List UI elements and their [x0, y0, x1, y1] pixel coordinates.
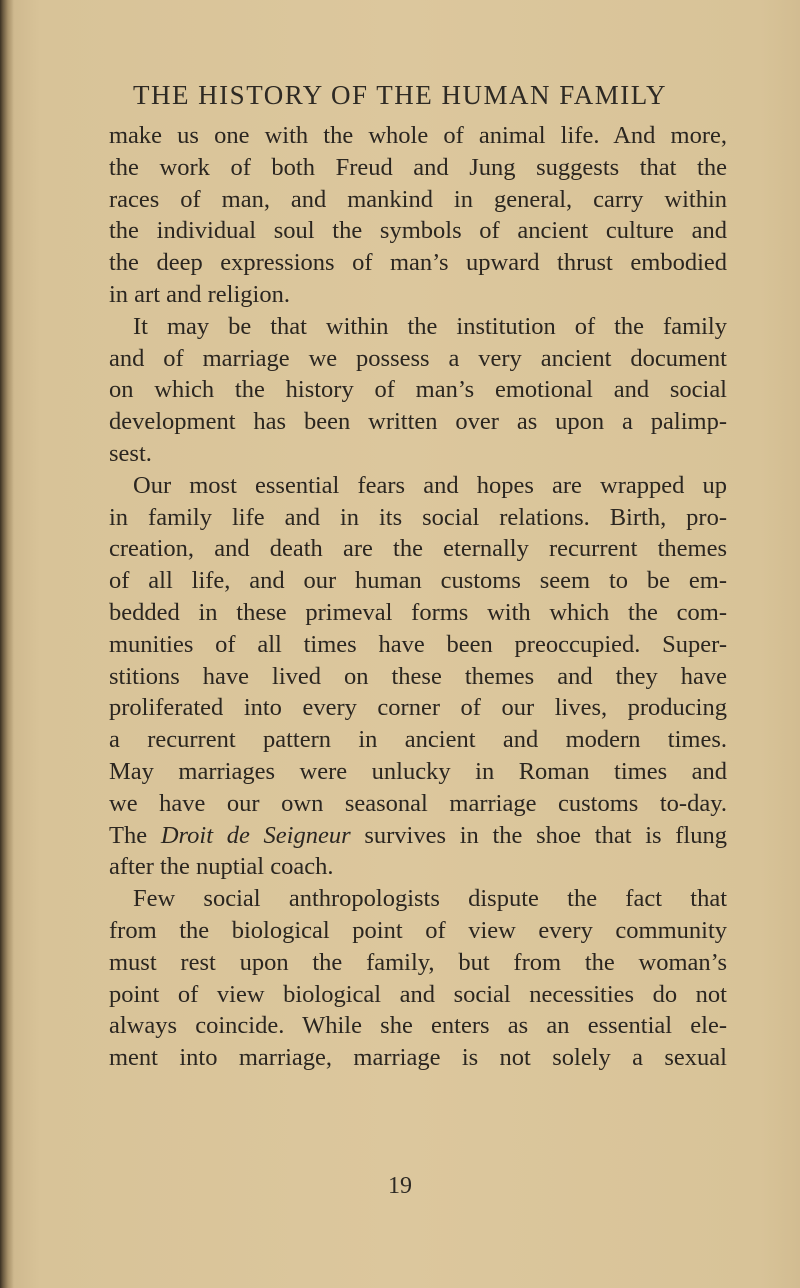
italic-term: Droit de Seigneur: [160, 821, 351, 849]
text-fragment: The: [109, 821, 148, 849]
text-line: bedded in these primeval forms with which the com-: [109, 598, 727, 626]
text-line: creation, and death are the eternally recurrent themes: [109, 535, 727, 563]
text-line: the work of both Freud and Jung suggests that the: [109, 153, 727, 181]
text-line: It may be that within the institution of the family: [133, 312, 727, 340]
text-line: make us one with the whole of animal life. And more,: [109, 122, 727, 149]
text-line: point of view biological and social necessities do not: [109, 980, 727, 1008]
text-line: after the nuptial coach.: [109, 853, 334, 881]
text-line: we have our own seasonal marriage customs to-day.: [109, 789, 727, 817]
text-line: in family life and in its social relations. Birth, pro-: [109, 503, 727, 531]
text-line: must rest upon the family, but from the woman’s: [109, 948, 727, 976]
text-line: proliferated into every corner of our lives, producing: [109, 694, 727, 722]
running-head: THE HISTORY OF THE HUMAN FAMILY: [132, 80, 668, 110]
text-line: munities of all times have been preoccupied. Super-: [109, 630, 727, 658]
text-line: sest.: [109, 439, 152, 467]
text-line: May marriages were unlucky in Roman times and: [109, 757, 727, 785]
text-line: the individual soul the symbols of ancient culture and: [109, 217, 727, 245]
text-line: of all life, and our human customs seem to be em-: [109, 567, 727, 595]
text-fragment: survives in the shoe that is flung: [364, 821, 727, 849]
text-line: a recurrent pattern in ancient and modern times.: [109, 726, 727, 754]
text-line: ment into marriage, marriage is not solely a sexual: [109, 1044, 727, 1072]
text-line-with-italic: [109, 820, 727, 852]
text-line: stitions have lived on these themes and they have: [109, 662, 727, 690]
text-line: races of man, and mankind in general, carry within: [109, 185, 727, 213]
text-line: Few social anthropologists dispute the fact that: [133, 885, 727, 913]
text-line: always coincide. While she enters as an essential ele-: [109, 1012, 727, 1040]
page-gutter-shadow: [0, 0, 14, 1288]
text-line: on which the history of man’s emotional and social: [109, 376, 727, 404]
text-line: development has been written over as upon a palimp-: [109, 408, 727, 436]
body-text: [109, 120, 727, 1074]
text-line: and of marriage we possess a very ancient document: [109, 344, 727, 372]
page-number: 19: [388, 1173, 412, 1199]
text-line: Our most essential fears and hopes are wrapped up: [133, 471, 727, 499]
text-line: the deep expressions of man’s upward thrust embodied: [109, 249, 727, 277]
text-line: from the biological point of view every community: [109, 916, 727, 944]
text-line: in art and religion.: [109, 280, 290, 308]
